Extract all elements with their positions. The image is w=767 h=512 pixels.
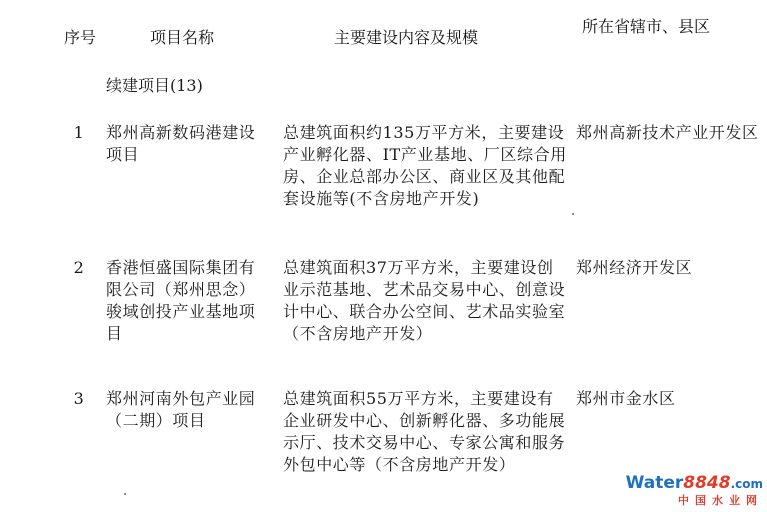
row-3-project-name: 郑州河南外包产业园（二期）项目 [106,389,256,430]
watermark-logo-text [626,474,763,493]
watermark-chinese-name: 中国水业网 [678,494,763,507]
row-1-content: 总建筑面积约135万平方米，主要建设产业孵化器、IT产业基地、厂区综合用房、企业总部办公区、商业区及其他配套设施等(不含房地产开发) [283,123,567,208]
row-3-content: 总建筑面积55万平方米，主要建设有企业研发中心、创新孵化器、多功能展示厅、技术交易中心、专家公寓和服务外包中心等（不含房地产开发） [283,389,566,474]
site-watermark [626,474,763,508]
header-project-name: 项目名称 [150,28,215,47]
row-2-location: 郑州经济开发区 [576,258,693,277]
scan-speck [572,213,574,215]
row-3-number: 3 [73,389,85,408]
row-1-location: 郑州高新技术产业开发区 [576,123,759,142]
header-location: 所在省辖市、县区 [581,17,710,36]
watermark-domain: .com [730,477,763,491]
row-1-number: 1 [73,123,85,142]
watermark-number: 8848 [683,473,731,493]
section-title: 续建项目(13) [106,76,203,95]
row-3-location: 郑州市金水区 [576,389,676,408]
scan-speck [124,493,126,495]
row-2-content: 总建筑面积37万平方米，主要建设创业示范基地、艺术品交易中心、创意设计中心、联合办公空间、艺术品实验室（不含房地产开发） [283,258,566,343]
header-serial-number: 序号 [64,28,97,47]
row-2-number: 2 [73,258,85,277]
row-1-project-name: 郑州高新数码港建设项目 [106,123,256,164]
header-construction-content: 主要建设内容及规模 [334,28,479,47]
watermark-water: Water [625,473,684,493]
row-2-project-name: 香港恒盛国际集团有限公司（郑州思念）骏域创投产业基地项目 [106,258,256,343]
